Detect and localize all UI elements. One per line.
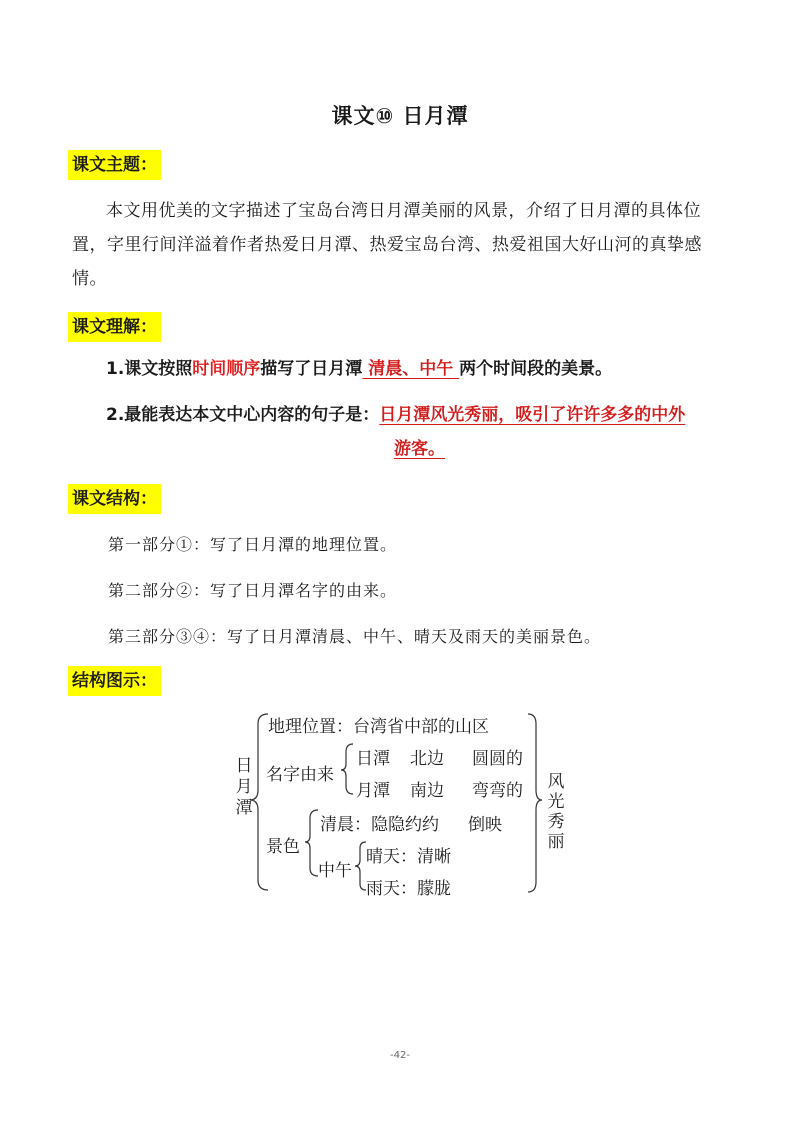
question-1 <box>106 354 612 384</box>
structure-part-1: 第一部分①：写了日月潭的地理位置。 <box>108 535 398 554</box>
diagram-yue-side: 南边 <box>410 781 444 801</box>
diagram-ri-shape: 圆圆的 <box>472 749 523 769</box>
heading-highlight: 课文理解： <box>68 312 161 342</box>
question-2-continued <box>394 434 445 464</box>
brace-scenery <box>305 810 318 876</box>
diagram-scenery: 景色 <box>266 837 300 857</box>
brace-right <box>528 714 542 892</box>
q2-answer-line1: 日月潭风光秀丽，吸引了许许多多的中外 <box>379 405 686 425</box>
diagram-name-origin: 名字由来 <box>266 765 334 785</box>
section-heading-structure <box>68 484 161 514</box>
brace-noon <box>355 842 366 890</box>
heading-highlight: 课文结构： <box>68 484 161 514</box>
section-heading-diagram <box>68 666 161 696</box>
diagram-ri-tan: 日潭 <box>356 749 390 769</box>
diagram-location: 地理位置：台湾省中部的山区 <box>268 717 489 737</box>
diagram-ri-side: 北边 <box>410 749 444 769</box>
section-heading-theme <box>68 150 161 180</box>
q1-answer: 清晨、中午 <box>362 359 460 379</box>
q1-suffix: 两个时间段的美景。 <box>459 359 613 379</box>
brace-main <box>250 714 268 890</box>
q2-answer-line2: 游客。 <box>394 439 445 459</box>
diagram-root: 日月潭 <box>235 756 253 818</box>
diagram-summary: 风光秀丽 <box>547 772 565 852</box>
question-2 <box>106 400 685 430</box>
theme-paragraph: 本文用优美的文字描述了宝岛台湾日月潭美丽的风景，介绍了日月潭的具体位置，字里行间洋溢着作者热爱日月潭、热爱宝岛台湾、热爱祖国大好山河的真挚感情。 <box>72 201 702 289</box>
q2-prefix: 2.最能表达本文中心内容的句子是： <box>106 405 380 425</box>
page-title: 课文⑩ 日月潭 <box>331 104 469 128</box>
diagram-yue-shape: 弯弯的 <box>472 781 523 801</box>
page-number: -42- <box>390 1050 410 1061</box>
diagram-yue-tan: 月潭 <box>356 781 390 801</box>
q1-prefix: 1.课文按照 <box>106 359 193 379</box>
diagram-rainy: 雨天：朦胧 <box>366 879 451 899</box>
diagram-noon: 中午 <box>318 861 352 881</box>
diagram-reflection: 倒映 <box>468 815 502 835</box>
heading-highlight: 课文主题： <box>68 150 161 180</box>
q1-highlight: 时间顺序 <box>192 359 261 379</box>
heading-highlight: 结构图示： <box>68 666 161 696</box>
structure-part-2: 第二部分②：写了日月潭名字的由来。 <box>108 581 398 600</box>
diagram-morning: 清晨：隐隐约约 <box>320 815 439 835</box>
brace-name-origin <box>341 744 353 794</box>
q1-middle: 描写了日月潭 <box>260 359 363 379</box>
structure-part-3: 第三部分③④：写了日月潭清晨、中午、晴天及雨天的美丽景色。 <box>108 627 602 646</box>
diagram-sunny: 晴天：清晰 <box>366 847 451 867</box>
section-heading-understanding <box>68 312 161 342</box>
